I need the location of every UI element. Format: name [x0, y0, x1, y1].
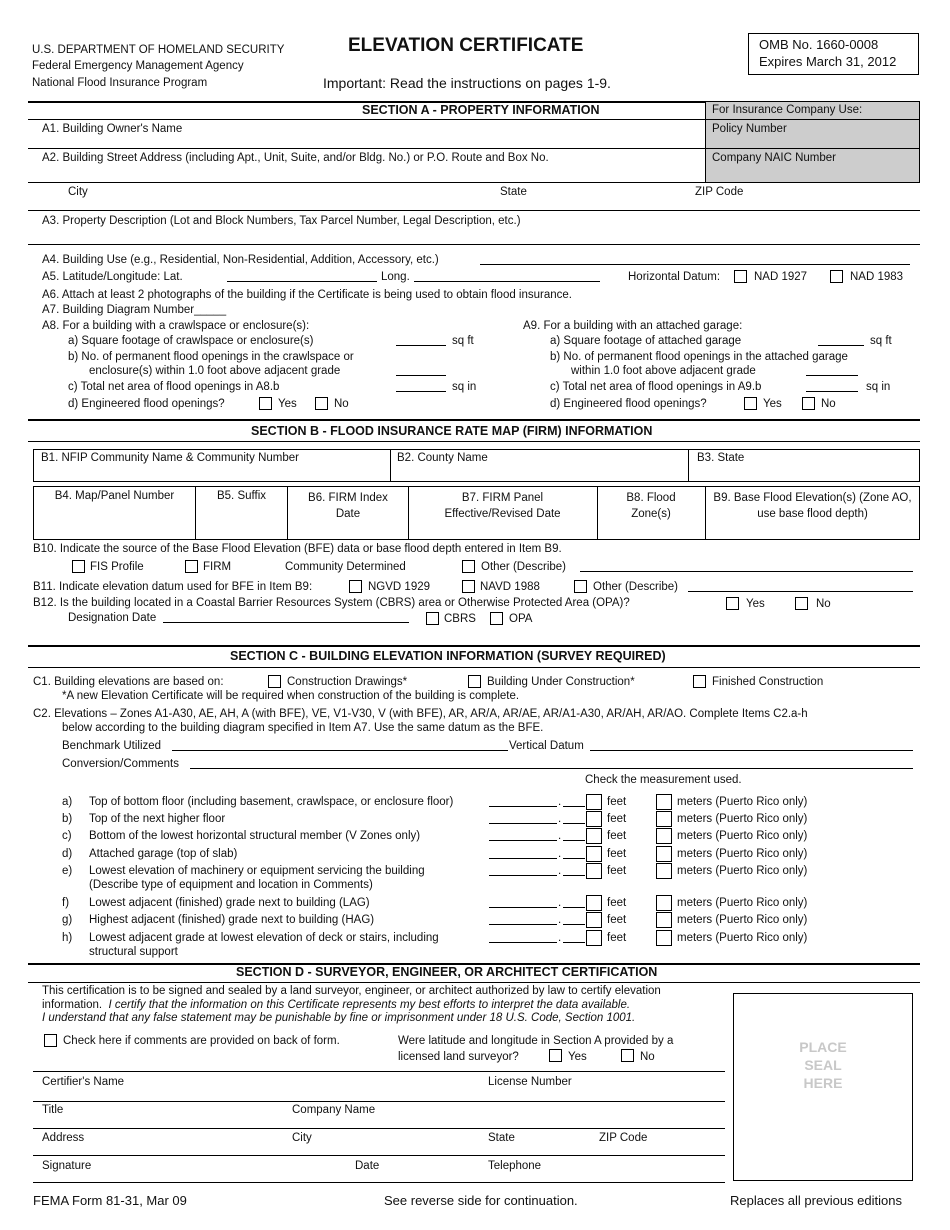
a9d-no-checkbox[interactable] — [802, 397, 815, 410]
seal-text-line: SEAL — [804, 1057, 842, 1073]
c2-elevations-label-cont: below according to the building diagram specified in Item A7. Use the same datum as the BFE. — [62, 722, 544, 734]
cbrs-label: CBRS — [444, 613, 476, 625]
elevation-item-label: Top of the next higher floor — [89, 813, 226, 825]
elevation-item-label: Lowest elevation of machinery or equipment servicing the building — [89, 865, 425, 877]
comments-on-back-label: Check here if comments are provided on back of form. — [63, 1035, 340, 1047]
elevation-value-field[interactable] — [489, 813, 557, 824]
feet-checkbox[interactable] — [586, 930, 602, 946]
designation-date-field[interactable] — [163, 612, 409, 623]
a9a-label: a) Square footage of attached garage — [550, 335, 742, 347]
b11-other-field[interactable] — [688, 581, 913, 592]
a8d-no-checkbox[interactable] — [315, 397, 328, 410]
certifier-name-label: Certifier's Name — [42, 1076, 125, 1088]
decimal-point: . — [558, 865, 562, 877]
feet-label: feet — [607, 865, 627, 877]
seal-placeholder — [734, 1038, 912, 1092]
section-a-heading: SECTION A - PROPERTY INFORMATION — [362, 103, 600, 117]
program-name: National Flood Insurance Program — [32, 77, 208, 89]
a2-state-label: State — [500, 186, 527, 198]
a9-garage-label: A9. For a building with an attached garage: — [523, 320, 743, 332]
meters-checkbox[interactable] — [656, 794, 672, 810]
rule — [28, 667, 920, 668]
b10-bfe-source-label: B10. Indicate the source of the Base Flood Elevation (BFE) data or base flood depth entered in Item B9. — [33, 543, 562, 555]
certifier-title-label: Title — [42, 1104, 64, 1116]
meters-label: meters (Puerto Rico only) — [677, 865, 808, 877]
replaces-note: Replaces all previous editions — [730, 1193, 902, 1208]
insurance-divider — [705, 119, 920, 120]
rule — [28, 982, 920, 983]
feet-label: feet — [607, 796, 627, 808]
decimal-point: . — [558, 897, 562, 909]
a9d-yes-checkbox[interactable] — [744, 397, 757, 410]
elevation-decimal-field[interactable] — [563, 865, 585, 876]
elevation-decimal-field[interactable] — [563, 813, 585, 824]
feet-label: feet — [607, 848, 627, 860]
a1-owner-name-label: A1. Building Owner's Name — [42, 123, 183, 135]
form-id: FEMA Form 81-31, Mar 09 — [33, 1193, 187, 1208]
a8b-label: b) No. of permanent flood openings in the crawlspace or — [68, 351, 354, 363]
fis-profile-checkbox[interactable] — [72, 560, 85, 573]
navd1988-label: NAVD 1988 — [480, 581, 540, 593]
elevation-decimal-field[interactable] — [563, 848, 585, 859]
b1-community-label: B1. NFIP Community Name & Community Number — [41, 452, 299, 464]
elevation-item-letter: c) — [62, 830, 72, 842]
section-d-heading: SECTION D - SURVEYOR, ENGINEER, OR ARCHITECT CERTIFICATION — [236, 965, 658, 979]
c1-note: *A new Elevation Certificate will be required when construction of the building is complete. — [62, 690, 520, 702]
a7-diagram-number-label: A7. Building Diagram Number_____ — [42, 304, 227, 316]
decimal-point: . — [558, 848, 562, 860]
a9b-field[interactable] — [806, 365, 858, 376]
elevation-item-letter: b) — [62, 813, 73, 825]
a8c-unit: sq in — [452, 381, 477, 393]
elevation-item-label-cont: structural support — [89, 946, 178, 958]
a8b-label-cont: enclosure(s) within 1.0 foot above adjacent grade — [89, 365, 341, 377]
a4-building-use-field[interactable] — [480, 254, 910, 265]
under-construction-checkbox[interactable] — [468, 675, 481, 688]
insurance-header: For Insurance Company Use: — [712, 104, 863, 116]
a9d-label: d) Engineered flood openings? — [550, 398, 707, 410]
a2-address-label: A2. Building Street Address (including Apt., Unit, Suite, and/or Bldg. No.) or P.O. Route and Box No. — [42, 152, 549, 164]
elevation-item-label-cont: (Describe type of equipment and location in Comments) — [89, 879, 373, 891]
feet-checkbox[interactable] — [586, 811, 602, 827]
meters-checkbox[interactable] — [656, 828, 672, 844]
elevation-decimal-field[interactable] — [563, 914, 585, 925]
elevation-item-letter: h) — [62, 932, 73, 944]
opa-label: OPA — [509, 613, 533, 625]
vertical-datum-label: Vertical Datum — [509, 740, 584, 752]
under-construction-label: Building Under Construction* — [487, 676, 635, 688]
a8a-label: a) Square footage of crawlspace or enclosure(s) — [68, 335, 314, 347]
latlong-question: Were latitude and longitude in Section A provided by a — [398, 1035, 674, 1047]
designation-date-label: Designation Date — [68, 612, 157, 624]
elevation-item-letter: d) — [62, 848, 73, 860]
elevation-item-label: Lowest adjacent grade at lowest elevation of deck or stairs, including — [89, 932, 439, 944]
elevation-item-letter: g) — [62, 914, 73, 926]
feet-checkbox[interactable] — [586, 794, 602, 810]
omb-number: OMB No. 1660-0008 — [759, 37, 879, 52]
a9b-label: b) No. of permanent flood openings in the attached garage — [550, 351, 848, 363]
elevation-value-field[interactable] — [489, 897, 557, 908]
a8c-label: c) Total net area of flood openings in A8.b — [68, 381, 280, 393]
certification-text-part: information. — [42, 999, 103, 1011]
feet-label: feet — [607, 914, 627, 926]
section-c-top-rule — [28, 645, 920, 647]
feet-label: feet — [607, 813, 627, 825]
meters-checkbox[interactable] — [656, 895, 672, 911]
a9c-unit: sq in — [866, 381, 891, 393]
meters-checkbox[interactable] — [656, 811, 672, 827]
cbrs-checkbox[interactable] — [426, 612, 439, 625]
b2-county-label: B2. County Name — [397, 452, 488, 464]
elevation-decimal-field[interactable] — [563, 796, 585, 807]
b10-other-field[interactable] — [580, 561, 913, 572]
a8d-yes-label: Yes — [278, 398, 297, 410]
section-c-heading: SECTION C - BUILDING ELEVATION INFORMATION (SURVEY REQUIRED) — [230, 649, 666, 663]
divider — [597, 486, 598, 540]
meters-checkbox[interactable] — [656, 912, 672, 928]
meters-label: meters (Puerto Rico only) — [677, 897, 808, 909]
certifier-city-label: City — [292, 1132, 312, 1144]
b5-suffix-label: B5. Suffix — [216, 490, 266, 502]
meters-label: meters (Puerto Rico only) — [677, 914, 808, 926]
finished-construction-checkbox[interactable] — [693, 675, 706, 688]
seal-text-line: PLACE — [799, 1039, 847, 1055]
section-b-top-rule — [28, 419, 920, 421]
a9b-label-cont: within 1.0 foot above adjacent grade — [571, 365, 756, 377]
elevation-value-field[interactable] — [489, 865, 557, 876]
rule — [33, 1128, 725, 1129]
construction-drawings-label: Construction Drawings* — [287, 676, 408, 688]
feet-checkbox[interactable] — [586, 912, 602, 928]
feet-checkbox[interactable] — [586, 846, 602, 862]
a6-photographs-note: A6. Attach at least 2 photographs of the building if the Certificate is being used to obtain flood insurance. — [42, 289, 572, 301]
meters-checkbox[interactable] — [656, 863, 672, 879]
meters-label: meters (Puerto Rico only) — [677, 830, 808, 842]
a5-longitude-label: Long. — [381, 271, 410, 283]
meters-checkbox[interactable] — [656, 846, 672, 862]
elevation-value-field[interactable] — [489, 796, 557, 807]
omb-expiration: Expires March 31, 2012 — [759, 54, 897, 69]
omb-box — [748, 33, 919, 75]
other-describe-label: Other (Describe) — [481, 561, 566, 573]
elevation-value-field[interactable] — [489, 848, 557, 859]
feet-label: feet — [607, 830, 627, 842]
other-describe-checkbox[interactable] — [462, 560, 475, 573]
latlong-no-label: No — [640, 1051, 655, 1063]
a4-building-use-label: A4. Building Use (e.g., Residential, Non-Residential, Addition, Accessory, etc.) — [42, 254, 439, 266]
nad1983-label: NAD 1983 — [850, 271, 904, 283]
b12-yes-checkbox[interactable] — [726, 597, 739, 610]
elevation-item-label: Bottom of the lowest horizontal structural member (V Zones only) — [89, 830, 421, 842]
horizontal-datum-label: Horizontal Datum: — [628, 271, 721, 283]
conversion-comments-field[interactable] — [190, 758, 913, 769]
elevation-item-label: Attached garage (top of slab) — [89, 848, 238, 860]
seal-box — [733, 993, 913, 1181]
elevation-decimal-field[interactable] — [563, 932, 585, 943]
divider — [287, 486, 288, 540]
construction-drawings-checkbox[interactable] — [268, 675, 281, 688]
a8d-yes-checkbox[interactable] — [259, 397, 272, 410]
agency-name: U.S. DEPARTMENT OF HOMELAND SECURITY — [32, 44, 285, 56]
b7-firm-panel-label: B7. FIRM Panel Effective/Revised Date — [444, 492, 561, 520]
navd1988-checkbox[interactable] — [462, 580, 475, 593]
instructions-note: Important: Read the instructions on pages 1-9. — [323, 75, 611, 91]
a5-longitude-field[interactable] — [414, 271, 600, 282]
a9a-field[interactable] — [818, 335, 864, 346]
ngvd1929-label: NGVD 1929 — [368, 581, 431, 593]
b12-yes-label: Yes — [746, 598, 765, 610]
a8-crawlspace-label: A8. For a building with a crawlspace or enclosure(s): — [42, 320, 310, 332]
b3-state-label: B3. State — [697, 452, 745, 464]
latlong-yes-label: Yes — [568, 1051, 587, 1063]
rule — [28, 119, 705, 120]
community-determined-label: Community Determined — [285, 561, 406, 573]
b11-other-checkbox[interactable] — [574, 580, 587, 593]
elevation-item-label: Lowest adjacent (finished) grade next to building (LAG) — [89, 897, 370, 909]
decimal-point: . — [558, 796, 562, 808]
elevation-item-label: Highest adjacent (finished) grade next to building (HAG) — [89, 914, 375, 926]
fis-profile-label: FIS Profile — [90, 561, 144, 573]
meters-checkbox[interactable] — [656, 930, 672, 946]
section-b-heading: SECTION B - FLOOD INSURANCE RATE MAP (FIRM) INFORMATION — [251, 424, 653, 438]
b9-bfe-label: B9. Base Flood Elevation(s) (Zone AO, use base flood depth) — [713, 492, 912, 520]
meters-label: meters (Puerto Rico only) — [677, 848, 808, 860]
rule — [33, 1155, 725, 1156]
conversion-comments-label: Conversion/Comments — [62, 758, 179, 770]
certifier-address-label: Address — [42, 1132, 85, 1144]
a5-latitude-label: A5. Latitude/Longitude: Lat. — [42, 271, 183, 283]
elevation-item-letter: f) — [62, 897, 70, 909]
firm-checkbox[interactable] — [185, 560, 198, 573]
b6-firm-index-label: B6. FIRM Index Date — [308, 492, 388, 520]
a9d-yes-label: Yes — [763, 398, 782, 410]
page-title: ELEVATION CERTIFICATE — [348, 35, 584, 56]
divider — [705, 486, 706, 540]
a3-property-description-label: A3. Property Description (Lot and Block Numbers, Tax Parcel Number, Legal Description, etc.) — [42, 215, 521, 227]
feet-checkbox[interactable] — [586, 863, 602, 879]
latlong-yes-checkbox[interactable] — [549, 1049, 562, 1062]
vertical-datum-field[interactable] — [590, 740, 913, 751]
certifier-zip-label: ZIP Code — [599, 1132, 648, 1144]
rule — [28, 210, 920, 211]
feet-label: feet — [607, 932, 627, 944]
elevation-decimal-field[interactable] — [563, 897, 585, 908]
comments-on-back-checkbox[interactable] — [44, 1034, 57, 1047]
certifier-state-label: State — [488, 1132, 515, 1144]
b12-cbrs-question: B12. Is the building located in a Coastal Barrier Resources System (CBRS) area or Otherwise Protected Area (OPA)? — [33, 597, 630, 609]
nad1927-label: NAD 1927 — [754, 271, 808, 283]
b8-flood-zone-label: B8. Flood Zone(s) — [626, 492, 676, 520]
elevation-decimal-field[interactable] — [563, 830, 585, 841]
divider — [390, 449, 391, 482]
a8b-field[interactable] — [396, 365, 446, 376]
ngvd1929-checkbox[interactable] — [349, 580, 362, 593]
certification-warning: I understand that any false statement may be punishable by fine or imprisonment under 18 U.S. Code, Section 1001. — [42, 1012, 636, 1024]
c1-basis-label: C1. Building elevations are based on: — [33, 676, 224, 688]
a2-zip-label: ZIP Code — [695, 186, 744, 198]
certification-statement: I certify that the information on this Certificate represents my best efforts to interpret the data available. — [108, 999, 631, 1011]
elevation-value-field[interactable] — [489, 914, 557, 925]
latlong-no-checkbox[interactable] — [621, 1049, 634, 1062]
insurance-divider — [705, 148, 920, 149]
a9c-label: c) Total net area of flood openings in A9.b — [550, 381, 762, 393]
elevation-value-field[interactable] — [489, 830, 557, 841]
b12-no-label: No — [816, 598, 831, 610]
seal-text-line: HERE — [803, 1075, 843, 1091]
a9a-unit: sq ft — [870, 335, 892, 347]
nad1927-checkbox[interactable] — [734, 270, 747, 283]
policy-number-label: Policy Number — [712, 123, 787, 135]
a9c-field[interactable] — [806, 381, 858, 392]
a8a-field[interactable] — [396, 335, 446, 346]
a8c-field[interactable] — [396, 381, 446, 392]
a8d-no-label: No — [334, 398, 349, 410]
telephone-label: Telephone — [488, 1160, 542, 1172]
signature-date-label: Date — [355, 1160, 380, 1172]
license-number-label: License Number — [488, 1076, 572, 1088]
finished-construction-label: Finished Construction — [712, 676, 824, 688]
decimal-point: . — [558, 813, 562, 825]
elevation-item-letter: e) — [62, 865, 73, 877]
meters-label: meters (Puerto Rico only) — [677, 813, 808, 825]
company-name-label: Company Name — [292, 1104, 376, 1116]
benchmark-label: Benchmark Utilized — [62, 740, 162, 752]
a2-city-label: City — [68, 186, 88, 198]
signature-label: Signature — [42, 1160, 92, 1172]
decimal-point: . — [558, 932, 562, 944]
rule — [28, 244, 920, 245]
feet-checkbox[interactable] — [586, 895, 602, 911]
a5-latitude-field[interactable] — [227, 271, 377, 282]
nad1983-checkbox[interactable] — [830, 270, 843, 283]
rule — [33, 1071, 725, 1072]
latlong-question-cont: licensed land surveyor? — [398, 1051, 519, 1063]
check-measurement-note: Check the measurement used. — [585, 774, 742, 786]
meters-label: meters (Puerto Rico only) — [677, 796, 808, 808]
b4-map-panel-label: B4. Map/Panel Number — [54, 490, 175, 502]
b11-datum-label: B11. Indicate elevation datum used for BFE in Item B9: — [33, 581, 313, 593]
b12-no-checkbox[interactable] — [795, 597, 808, 610]
feet-label: feet — [607, 897, 627, 909]
rule — [28, 148, 705, 149]
company-naic-label: Company NAIC Number — [712, 152, 836, 164]
benchmark-field[interactable] — [172, 740, 508, 751]
elevation-item-label: Top of bottom floor (including basement, crawlspace, or enclosure floor) — [89, 796, 454, 808]
decimal-point: . — [558, 830, 562, 842]
feet-checkbox[interactable] — [586, 828, 602, 844]
continuation-note: See reverse side for continuation. — [384, 1193, 578, 1208]
decimal-point: . — [558, 914, 562, 926]
c2-elevations-label: C2. Elevations – Zones A1-A30, AE, AH, A (with BFE), VE, V1-V30, V (with BFE), AR, AR/A, AR/AE, AR/A1-A30, AR/AH, AR/AO. Complete Items C2.a-h — [33, 708, 808, 720]
b11-other-label: Other (Describe) — [593, 581, 678, 593]
firm-label: FIRM — [203, 561, 232, 573]
certification-text: This certification is to be signed and sealed by a land surveyor, engineer, or architect authorized by law to certify elevation — [42, 985, 661, 997]
a8d-label: d) Engineered flood openings? — [68, 398, 225, 410]
elevation-item-letter: a) — [62, 796, 73, 808]
certification-text — [42, 999, 630, 1012]
rule — [33, 1182, 725, 1183]
a8a-unit: sq ft — [452, 335, 474, 347]
elevation-value-field[interactable] — [489, 932, 557, 943]
agency-subname: Federal Emergency Management Agency — [32, 60, 244, 72]
opa-checkbox[interactable] — [490, 612, 503, 625]
divider — [688, 449, 689, 482]
divider — [408, 486, 409, 540]
a9d-no-label: No — [821, 398, 836, 410]
meters-label: meters (Puerto Rico only) — [677, 932, 808, 944]
rule — [28, 441, 920, 442]
rule — [33, 1101, 725, 1102]
rule — [28, 182, 705, 183]
